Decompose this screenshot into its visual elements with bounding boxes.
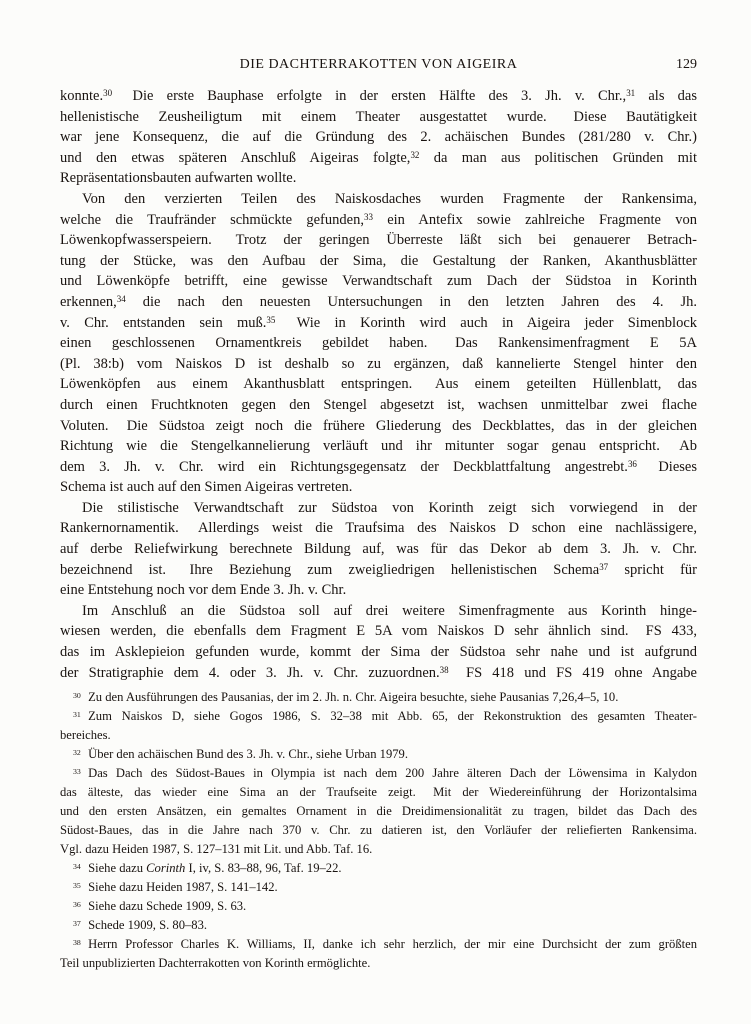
footnote <box>60 688 697 707</box>
text-line: hellenistische Zeusheiligtum mit einem Theater ausgestattet wurde. Diese Bautätigkeit <box>60 108 697 125</box>
footnote <box>60 707 697 745</box>
footnote-number: 38 <box>73 937 81 947</box>
text-line: v. Chr. entstanden sein muß.$^{35}$ Wie in Korinth wird auch in Aigeira jeder Simenblock <box>60 314 697 331</box>
footnote-line: Teil unpublizierten Dachterrakotten von Korinth ermöglichte. <box>60 956 371 970</box>
text-line: Löwenköpfen aus einem Akanthusblatt entspringen. Aus einem geteilten Hüllenblatt, das <box>60 376 697 393</box>
footnote-number: 34 <box>73 861 81 871</box>
running-head: DIE DACHTERRAKOTTEN VON AIGEIRA <box>239 57 518 72</box>
text-line: welche die Traufränder schmückte gefunden,$^{33}$ ein Antefix sowie zahlreiche Fragmente von <box>60 211 697 228</box>
footnote-line: $^{32}$ Über den achäischen Bund des 3. Jh. v. Chr., siehe Urban 1979. <box>73 747 408 761</box>
text-line: durch einen Fruchtknoten gegen den Stengel abgesetzt ist, wachsen unmittelbar zwei flache <box>60 396 697 413</box>
text-line: und den etwas späteren Anschluß Aigeiras folgte,$^{32}$ da man aus politischen Gründen mit <box>60 149 697 166</box>
paragraph <box>60 189 697 498</box>
footnote <box>60 859 697 878</box>
footnote-number: 35 <box>73 880 81 890</box>
footnote-line: $^{35}$ Siehe dazu Heiden 1987, S. 141–142. <box>73 880 278 894</box>
footnote-line: $^{36}$ Siehe dazu Schede 1909, S. 63. <box>73 899 247 913</box>
footnote-number: 37 <box>73 918 81 928</box>
footnote-ref: 34 <box>116 293 126 304</box>
footnote-ref: 32 <box>410 149 420 160</box>
footnote <box>60 897 697 916</box>
text-line: das im Asklepieion gefunden wurde, kommt der Sima der Südstoa sehr nahe und ist aufgrund <box>60 644 697 661</box>
text-line: bezeichnend ist. Ihre Beziehung zum zweigliedrigen hellenistischen Schema$^{37}$ spricht für <box>60 561 697 578</box>
text-line: dem 3. Jh. v. Chr. wird ein Richtungsgegensatz der Deckblattfaltung angestrebt.$^{36}$ Dieses <box>60 458 697 475</box>
footnote-ref: 35 <box>266 314 276 325</box>
text-line: war jene Konsequenz, die auf die Gründung des 2. achäischen Bundes (281/280 v. Chr.) <box>60 129 697 146</box>
footnote-number: 32 <box>73 747 81 757</box>
footnote-line: $^{33}$ Das Dach des Südost-Baues in Olympia ist nach dem 200 Jahre älteren Dach der Löwensima in Kalydon <box>73 766 697 780</box>
text-line: auf derbe Reliefwirkung berechnete Bildung auf, was für das Dekor ab dem 3. Jh. v. Chr. <box>60 541 697 558</box>
footnote <box>60 916 697 935</box>
text-line: tung der Stücke, was den Aufbau der Sima, die Gestaltung der Ranken, Akanthusblätter <box>60 252 697 269</box>
text-line: Repräsentationsbauten aufwarten wollte. <box>60 170 297 187</box>
footnote-number: 30 <box>73 690 81 700</box>
text-line: Rankernornamentik. Allerdings weist die Traufsima des Naiskos D schon eine nachlässigere, <box>60 520 697 537</box>
footnote-ref: 37 <box>599 561 609 572</box>
text-line: (Pl. 38:b) vom Naiskos D ist deshalb so zu ergänzen, daß kannelierte Stengel hinter den <box>60 355 697 372</box>
italic-text: Corinth <box>146 861 186 875</box>
footnote-line: das älteste, das wieder eine Sima an der Traufseite zeigt. Mit der Wiedereinführung der Horizontalsima <box>60 785 697 799</box>
text-line: der Stratigraphie dem 4. oder 3. Jh. v. Chr. zuzuordnen.$^{38}$ FS 418 und FS 419 ohne Angabe <box>60 664 697 681</box>
footnote-line: $^{30}$ Zu den Ausführungen des Pausanias, der im 2. Jh. n. Chr. Aigeira besuchte, siehe Pausanias 7,26,4–5, 10. <box>73 690 619 704</box>
text-line: Voluten. Die Südstoa zeigt noch die frühere Gliederung des Deckblattes, das in der gleichen <box>60 417 697 434</box>
text-line: wiesen werden, die ebenfalls dem Fragment E 5A vom Naiskos D sehr ähnlich sind. FS 433, <box>60 623 697 640</box>
footnote <box>60 745 697 764</box>
footnote-line: $^{38}$ Herrn Professor Charles K. Williams, II, danke ich sehr herzlich, der mir eine Durchsicht der zum größten <box>73 937 697 951</box>
body-text <box>60 86 697 683</box>
text-line: Die stilistische Verwandtschaft zur Südstoa von Korinth zeigt sich vorwiegend in der <box>82 499 697 516</box>
footnote-ref: 33 <box>363 211 373 222</box>
footnote-line: $^{37}$ Schede 1909, S. 80–83. <box>73 918 208 932</box>
footnote-line: Südost-Baues, das in die Jahre nach 370 v. Chr. zu datieren ist, den Vorläufer der reliefierten Rankensima. <box>60 823 697 837</box>
paragraph <box>60 498 697 601</box>
footnote <box>60 764 697 859</box>
footnotes <box>60 688 697 973</box>
footnote-ref: 36 <box>627 458 637 469</box>
footnote-number: 36 <box>73 899 81 909</box>
footnote-ref: 31 <box>626 87 636 98</box>
page-number: 129 <box>676 57 697 72</box>
text-line: erkennen,$^{34}$ die nach den neuesten Untersuchungen in den letzten Jahren des 4. Jh. <box>60 293 697 310</box>
footnote-line: $^{34}$ Siehe dazu Corinth I, iv, S. 83–88, 96, Taf. 19–22. <box>73 861 342 875</box>
paragraph <box>60 601 697 683</box>
footnote-ref: 38 <box>439 664 449 675</box>
text-line: konnte.$^{30}$ Die erste Bauphase erfolgte in der ersten Hälfte des 3. Jh. v. Chr.,$^{31}$ als das <box>60 87 697 104</box>
text-line: einen geschlossenen Ornamentkreis gebildet haben. Das Rankensimenfragment E 5A <box>60 335 697 352</box>
footnote <box>60 878 697 897</box>
text-line: Schema ist auch auf den Simen Aigeiras vertreten. <box>60 479 353 496</box>
footnote-line: Vgl. dazu Heiden 1987, S. 127–131 mit Lit. und Abb. Taf. 16. <box>60 842 373 856</box>
text-line: Löwenkopfwasserspeiern. Trotz der geringen Überreste läßt sich bei genauerer Betrach- <box>60 232 697 249</box>
footnote-line: und den ersten Ansätzen, ein gemaltes Ornament in die Dreidimensionalität zu tragen, bildet das Dach des <box>60 804 697 818</box>
footnote-line: $^{31}$ Zum Naiskos D, siehe Gogos 1986, S. 32–38 mit Abb. 65, der Rekonstruktion des gesamten Theater- <box>73 709 697 723</box>
text-line: Richtung wie die Stengelkannelierung verläuft und ihr mitunter sogar genau entspricht. Ab <box>60 438 697 455</box>
text-line: eine Entstehung noch vor dem Ende 3. Jh. v. Chr. <box>60 582 347 599</box>
footnote-ref: 30 <box>103 87 113 98</box>
text-line: Im Anschluß an die Südstoa soll auf drei weitere Simenfragmente aus Korinth hinge- <box>82 602 697 619</box>
footnote-number: 31 <box>73 709 81 719</box>
footnote-line: bereiches. <box>60 728 111 742</box>
footnote <box>60 935 697 973</box>
text-line: Von den verzierten Teilen des Naiskosdaches wurden Fragmente der Rankensima, <box>82 190 697 207</box>
footnote-number: 33 <box>73 766 81 776</box>
text-line: und Löwenköpfe betrifft, eine gewisse Verwandtschaft zum Dach der Südstoa in Korinth <box>60 273 697 290</box>
paragraph <box>60 86 697 189</box>
